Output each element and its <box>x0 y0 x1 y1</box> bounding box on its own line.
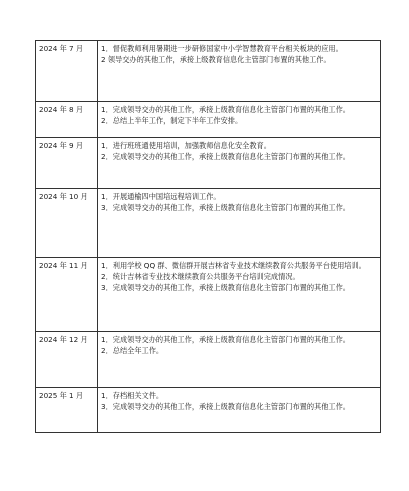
tasks-cell <box>98 41 381 102</box>
task-item: 1．进行班班通使用培训，加强教师信息化安全教育。 <box>101 141 271 150</box>
month-cell: 2025 年 1 月 <box>36 388 98 433</box>
task-item: 2 领导交办的其他工作，承接上级教育信息化主管部门布置的其他工作。 <box>101 55 331 65</box>
task-item: 3．完成领导交办的其他工作，承接上级教育信息化主管部门布置的其他工作。 <box>101 402 350 412</box>
tasks-cell <box>98 138 381 189</box>
task-item: 1．完成领导交办的其他工作，承接上级教育信息化主管部门布置的其他工作。 <box>101 335 350 344</box>
table-row <box>36 138 381 189</box>
month-cell: 2024 年 9 月 <box>36 138 98 189</box>
task-item: 2．总结全年工作。 <box>101 346 164 356</box>
table-row <box>36 41 381 102</box>
table-row <box>36 258 381 332</box>
work-schedule-table <box>35 40 381 433</box>
month-cell: 2024 年 8 月 <box>36 102 98 138</box>
task-item: 1．完成领导交办的其他工作，承接上级教育信息化主管部门布置的其他工作。 <box>101 105 350 114</box>
table-row <box>36 189 381 258</box>
month-cell: 2024 年 7 月 <box>36 41 98 102</box>
task-item: 3．完成领导交办的其他工作，承接上级教育信息化主管部门布置的其他工作。 <box>101 283 350 293</box>
table-row <box>36 102 381 138</box>
table-row <box>36 332 381 388</box>
month-cell: 2024 年 12 月 <box>36 332 98 388</box>
task-item: 1．开展通榆四中国培远程培训工作。 <box>101 192 221 201</box>
table-row <box>36 388 381 433</box>
task-item: 2．统计吉林省专业技术继续教育公共服务平台培训完成情况。 <box>101 272 300 282</box>
tasks-cell <box>98 332 381 388</box>
tasks-cell <box>98 102 381 138</box>
task-item: 1．存档相关文件。 <box>101 391 164 400</box>
tasks-cell <box>98 189 381 258</box>
tasks-cell <box>98 258 381 332</box>
tasks-cell <box>98 388 381 433</box>
month-cell: 2024 年 11 月 <box>36 258 98 332</box>
task-item: 3．完成领导交办的其他工作，承接上级教育信息化主管部门布置的其他工作。 <box>101 203 350 213</box>
month-cell: 2024 年 10 月 <box>36 189 98 258</box>
task-item: 2．完成领导交办的其他工作，承接上级教育信息化主管部门布置的其他工作。 <box>101 152 350 162</box>
task-item: 2．总结上半年工作，制定下半年工作安排。 <box>101 116 243 126</box>
task-item: 1．督促教师利用暑期进一步研修国家中小学智慧教育平台相关板块的应用。 <box>101 44 343 53</box>
task-item: 1．利用学校 QQ 群、微信群开展吉林省专业技术继续教育公共服务平台使用培训。 <box>101 261 366 270</box>
